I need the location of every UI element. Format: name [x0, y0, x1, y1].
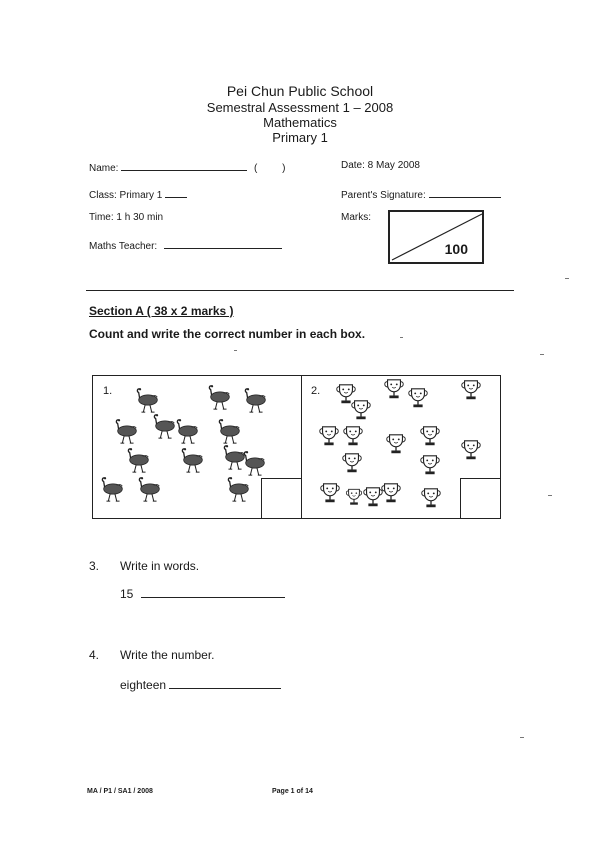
ostrich-icon	[174, 417, 202, 445]
q2-number: 2.	[311, 385, 321, 397]
header-divider	[86, 290, 514, 291]
marks-total: 100	[444, 241, 468, 257]
trophy-icon	[379, 481, 403, 505]
footer-code: MA / P1 / SA1 / 2008	[87, 788, 153, 795]
scan-speck	[400, 337, 403, 338]
trophy-icon	[459, 378, 483, 402]
ostrich-icon	[113, 417, 141, 445]
ostrich-icon	[125, 446, 153, 474]
trophy-icon	[349, 398, 373, 422]
section-title: Section A ( 38 x 2 marks )	[89, 304, 234, 318]
class-field	[89, 187, 187, 201]
time-label: Time: 1 h 30 min	[89, 212, 164, 223]
trophy-icon	[418, 453, 442, 477]
trophy-icon	[406, 386, 430, 410]
school-name: Pei Chun Public School	[226, 83, 374, 99]
teacher-label: Maths Teacher:	[89, 241, 158, 252]
q4-value: eighteen	[120, 678, 167, 692]
q4-number: 4.	[89, 648, 100, 662]
ostrich-icon	[99, 475, 127, 503]
subject-title: Mathematics	[263, 115, 337, 130]
class-line[interactable]	[165, 187, 187, 198]
marks-label: Marks:	[341, 212, 371, 223]
ostrich-icon	[206, 383, 234, 411]
ostrich-icon	[225, 475, 253, 503]
scan-speck	[565, 278, 569, 279]
footer-page: Page 1 of 14	[272, 788, 313, 795]
trophy-icon	[384, 432, 408, 456]
trophy-icon	[382, 377, 406, 401]
q4-answer-line[interactable]	[169, 678, 281, 689]
trophy-icon	[341, 424, 365, 448]
scan-speck	[540, 354, 544, 355]
marks-diagonal	[390, 212, 482, 262]
name-field	[89, 160, 285, 174]
teacher-field	[89, 238, 282, 252]
q3-value: 15	[120, 587, 134, 601]
ostrich-icon	[242, 386, 270, 414]
q1-number: 1.	[103, 385, 113, 397]
scan-speck	[234, 350, 237, 351]
teacher-line[interactable]	[164, 238, 282, 249]
q3-answer-line[interactable]	[141, 587, 285, 598]
q4-text: Write the number.	[120, 648, 215, 662]
ostrich-icon	[241, 449, 269, 477]
trophy-icon	[318, 481, 342, 505]
name-paren-open: (	[254, 163, 258, 174]
q3-text: Write in words.	[120, 559, 200, 573]
q3-field	[120, 587, 285, 601]
trophy-icon	[459, 438, 483, 462]
scan-speck	[548, 495, 552, 496]
name-paren-close: )	[282, 163, 286, 174]
marks-box[interactable]	[388, 210, 484, 264]
q4-field	[120, 678, 281, 692]
ostrich-icon	[134, 386, 162, 414]
ostrich-icon	[216, 417, 244, 445]
q3-number: 3.	[89, 559, 100, 573]
parent-signature-field	[341, 187, 501, 201]
date-label: Date: 8 May 2008	[341, 160, 420, 171]
parent-signature-line[interactable]	[429, 187, 501, 198]
q1-answer-box[interactable]	[261, 478, 301, 519]
counting-box-divider	[301, 375, 302, 519]
ostrich-icon	[136, 475, 164, 503]
trophy-icon	[344, 487, 364, 507]
trophy-icon	[419, 486, 443, 510]
level-title: Primary 1	[272, 130, 328, 145]
parent-signature-label: Parent's Signature:	[341, 190, 426, 201]
trophy-icon	[418, 424, 442, 448]
ostrich-icon	[179, 446, 207, 474]
class-label: Class: Primary 1	[89, 190, 163, 201]
name-label: Name:	[89, 163, 119, 174]
q2-answer-box[interactable]	[460, 478, 500, 519]
trophy-icon	[340, 451, 364, 475]
scan-speck	[520, 737, 524, 738]
name-line[interactable]	[121, 160, 247, 171]
section-instruction: Count and write the correct number in each box.	[89, 327, 366, 341]
assessment-title: Semestral Assessment 1 – 2008	[206, 100, 394, 115]
trophy-icon	[317, 424, 341, 448]
